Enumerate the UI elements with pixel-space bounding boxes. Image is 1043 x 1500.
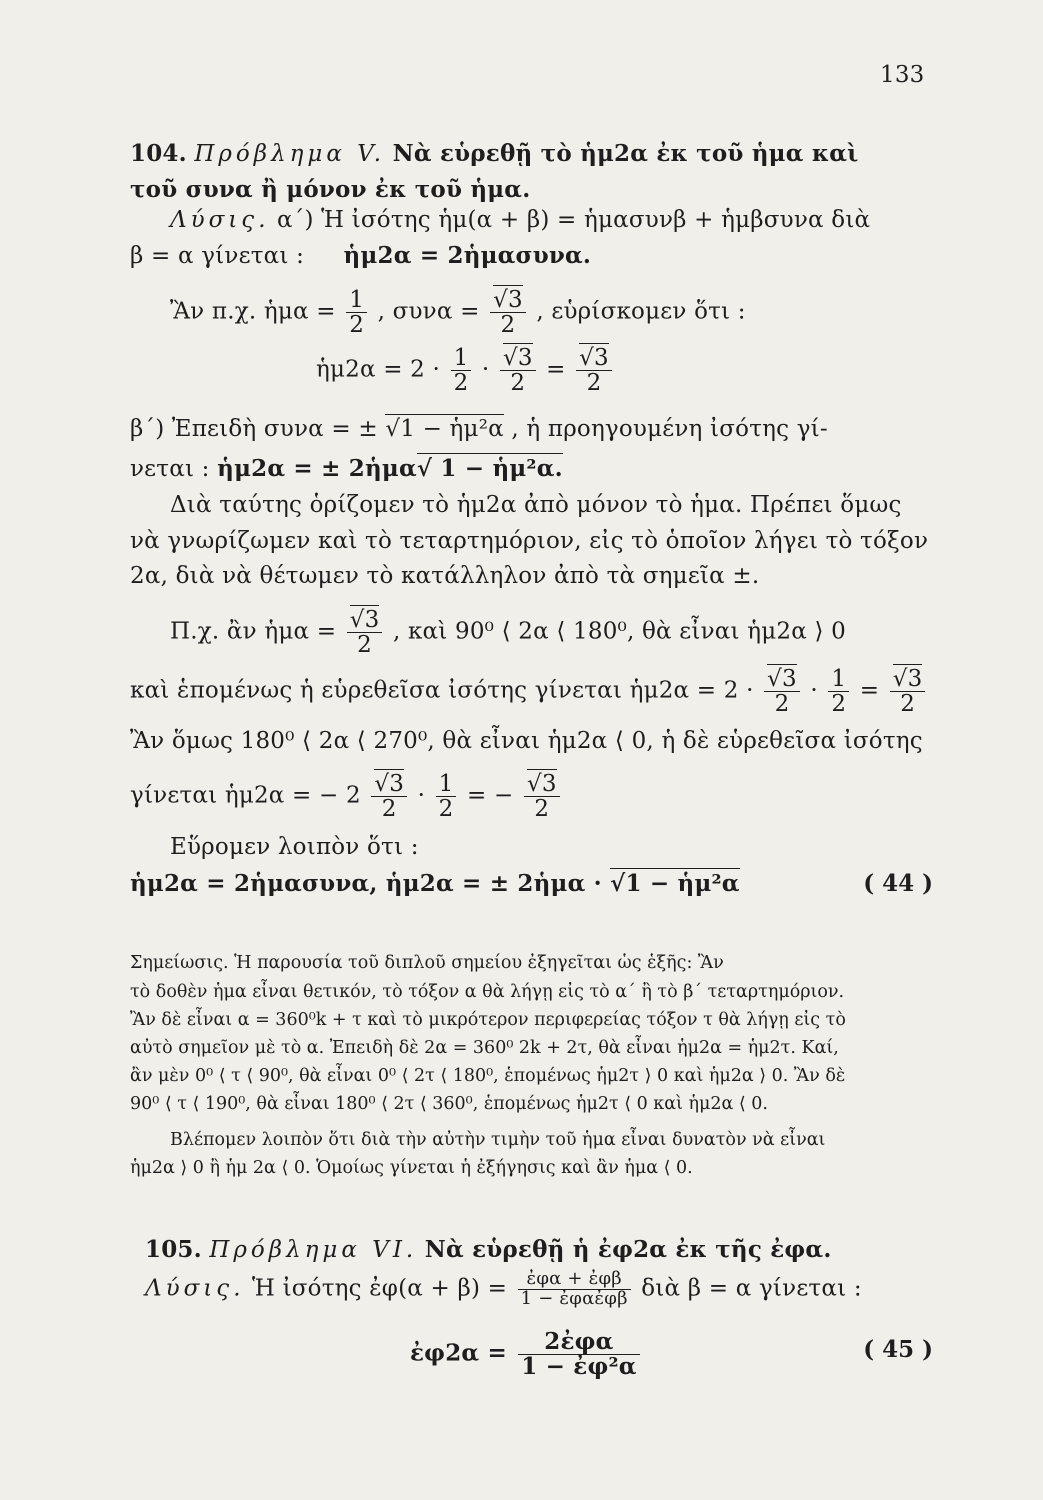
- final-formula: ἡμ2α = 2ἡμασυνα, ἡμ2α = ± 2ἡμα ·: [130, 870, 602, 897]
- tan-double-fraction: $\frac{\text{2ἐφα}}{\text{1 − ἐφ²α}}$: [518, 1330, 639, 1379]
- sqrt-expression: √ 1 − ἡμ²α: [385, 414, 503, 442]
- solution-line-b: [130, 416, 828, 442]
- solution-105-line: [145, 1270, 862, 1309]
- equation-number-45: ( 45 ): [863, 1336, 933, 1363]
- problem-105-heading: [145, 1236, 832, 1263]
- an-line: Ἂν ὅμως 180⁰ ⟨ 2α ⟨ 270⁰, θὰ εἶναι ἡμ2α ⟨ 0, ἡ δὲ εὑρεθεῖσα ἰσότης: [130, 728, 923, 754]
- note-line: Σημείωσις. Ἡ παρουσία τοῦ διπλοῦ σημείου ἐξηγεῖται ὡς ἑξῆς: Ἂν: [130, 953, 724, 973]
- note-line: Βλέπομεν λοιπὸν ὅτι διὰ τὴν αὐτὴν τιμὴν τοῦ ἡμα εἶναι δυνατὸν νὰ εἶναι: [170, 1130, 826, 1150]
- example-line: [170, 288, 746, 337]
- fraction-one-half: $\frac{1}{2}$: [436, 772, 457, 821]
- note-line: ἡμ2α ⟩ 0 ἢ ἡμ 2α ⟨ 0. Ὁμοίως γίνεται ἡ ἐξήγησις καὶ ἂν ἡμα ⟨ 0.: [130, 1158, 693, 1178]
- b-post: , ἡ προηγουμένη ἰσότης γί-: [511, 416, 828, 442]
- paragraph-line: νὰ γνωρίζωμεν καὶ τὸ τεταρτημόριον, εἰς τὸ ὁποῖον λήγει τὸ τόξον: [130, 528, 929, 554]
- tan-double-pre: ἐφ2α =: [410, 1339, 507, 1367]
- problem-title: Πρόβλημα V.: [194, 141, 386, 167]
- fraction-sqrt3-half: √ $\frac{3}{2}$: [764, 667, 800, 716]
- example-post: , εὑρίσκομεν ὅτι :: [536, 298, 746, 325]
- minus-sign: −: [493, 782, 514, 809]
- lysis-label: Λύσις.: [145, 1275, 245, 1302]
- eur-line: Εὕρομεν λοιπὸν ὅτι :: [170, 834, 419, 860]
- problem-statement: Νὰ εὑρεθῇ τὸ ἡμ2α ἐκ τοῦ ἡμα καὶ: [392, 140, 859, 167]
- identity-text: α΄) Ἡ ἰσότης ἡμ(α + β) = ἡμασυνβ + ἡμβσυνα διὰ: [277, 207, 871, 233]
- identity-post: διὰ β = α γίνεται :: [641, 1275, 862, 1302]
- equals-sign: =: [466, 782, 487, 809]
- px-pre: Π.χ. ἂν ἡμα =: [170, 618, 337, 645]
- b-pre: β΄) Ἐπειδὴ συνα = ±: [130, 416, 378, 442]
- identity-text: Ἡ ἰσότης ἐφ(α + β) =: [252, 1275, 508, 1302]
- calc-pre: ἡμ2α = 2 ·: [316, 356, 441, 383]
- problem-number: 105.: [145, 1236, 202, 1263]
- final-formula-line: [130, 870, 740, 897]
- note-line: αὐτὸ σημεῖον μὲ τὸ α. Ἐπειδὴ δὲ 2α = 360⁰ 2k + 2τ, θὰ εἶναι ἡμ2α = ἡμ2τ. Καί,: [130, 1038, 839, 1058]
- sqrt-expression: √ 1 − ἡμ²α: [610, 868, 740, 897]
- paragraph-line: Διὰ ταύτης ὁρίζομεν τὸ ἡμ2α ἀπὸ μόνον τὸ ἡμα. Πρέπει ὅμως: [170, 492, 902, 518]
- double-angle-formula: ἡμ2α = 2ἡμασυνα.: [343, 242, 592, 269]
- example-calc: ἡμ2α = 2 · $\frac{1}{2}$ · √ $\frac{3}{2}$ = √ $\frac{3}{2}$: [316, 346, 615, 395]
- tan-sum-fraction: $\frac{\text{ἐφα + ἐφβ}}{\text{1 − ἐφαἐφβ}}$: [518, 1270, 631, 1309]
- kai-line: καὶ ἑπομένως ἡ εὑρεθεῖσα ἰσότης γίνεται ἡμ2α = 2 · √ $\frac{3}{2}$ · $\frac{1}{2}$ = √ $\frac{3}{2}$: [130, 667, 928, 716]
- solution-line-a2: [130, 242, 591, 269]
- kai-pre: καὶ ἑπομένως ἡ εὑρεθεῖσα ἰσότης γίνεται ἡμ2α = 2 ·: [130, 677, 754, 704]
- equation-number-44: ( 44 ): [863, 870, 933, 897]
- note-line: ἂν μὲν 0⁰ ⟨ τ ⟨ 90⁰, θὰ εἶναι 0⁰ ⟨ 2τ ⟨ 180⁰, ἑπομένως ἡμ2τ ⟩ 0 καὶ ἡμ2α ⟩ 0. Ἂν δὲ: [130, 1066, 846, 1086]
- solution-line-a: [170, 207, 870, 233]
- tan-double-formula-line: [410, 1330, 643, 1379]
- problem-104-heading: [130, 140, 859, 167]
- fraction-sqrt3-half: √ $\frac{3}{2}$: [576, 346, 612, 395]
- page-number: 133: [880, 62, 925, 88]
- fraction-sqrt3-half: √ $\frac{3}{2}$: [890, 667, 926, 716]
- problem-statement: Νὰ εὑρεθῇ ἡ ἐφ2α ἐκ τῆς ἐφα.: [424, 1236, 832, 1263]
- paragraph-line: 2α, διὰ νὰ θέτωμεν τὸ κατάλληλον ἀπὸ τὰ σημεῖα ±.: [130, 563, 760, 589]
- fraction-sqrt3-half: √ $\frac{3}{2}$: [490, 288, 526, 337]
- example-mid: , συνα =: [377, 298, 480, 325]
- gin-line: γίνεται ἡμ2α = − 2 √ $\frac{3}{2}$ · $\frac{1}{2}$ = − √ $\frac{3}{2}$: [130, 772, 563, 821]
- gives-text: β = α γίνεται :: [130, 243, 305, 269]
- sqrt-expression: √ 1 − ἡμ²α.: [417, 453, 563, 482]
- note-line: Ἂν δὲ εἶναι α = 360⁰k + τ καὶ τὸ μικρότερον περιφερείας τόξον τ θὰ λήγῃ εἰς τὸ: [130, 1010, 846, 1030]
- gin-pre: γίνεται ἡμ2α = − 2: [130, 782, 361, 809]
- fraction-one-half: $\frac{1}{2}$: [828, 667, 849, 716]
- px-line: [170, 608, 846, 657]
- px-post: , καὶ 90⁰ ⟨ 2α ⟨ 180⁰, θὰ εἶναι ἡμ2α ⟩ 0: [392, 618, 846, 645]
- problem-statement-cont: τοῦ συνα ἢ μόνον ἐκ τοῦ ἡμα.: [130, 176, 531, 203]
- fraction-one-half: $\frac{1}{2}$: [346, 288, 367, 337]
- fraction-sqrt3-half: √ $\frac{3}{2}$: [371, 772, 407, 821]
- example-pre: Ἂν π.χ. ἡμα =: [170, 298, 336, 325]
- fraction-sqrt3-half: √ $\frac{3}{2}$: [524, 772, 560, 821]
- equals-sign: =: [859, 677, 880, 704]
- fraction-one-half: $\frac{1}{2}$: [451, 346, 472, 395]
- fraction-sqrt3-half: √ $\frac{3}{2}$: [347, 608, 383, 657]
- b2-pre: νεται :: [130, 456, 210, 482]
- note-line: τὸ δοθὲν ἡμα εἶναι θετικόν, τὸ τόξον α θὰ λήγῃ εἰς τὸ α΄ ἢ τὸ β΄ τεταρτημόριον.: [130, 982, 845, 1002]
- note-line: 90⁰ ⟨ τ ⟨ 190⁰, θὰ εἶναι 180⁰ ⟨ 2τ ⟨ 360⁰, ἑπομένως ἡμ2τ ⟨ 0 καὶ ἡμ2α ⟨ 0.: [130, 1094, 768, 1114]
- problem-number: 104.: [130, 140, 187, 167]
- lysis-label: Λύσις.: [170, 207, 270, 233]
- fraction-sqrt3-half: √ $\frac{3}{2}$: [500, 346, 536, 395]
- solution-line-b2: [130, 455, 563, 482]
- sin-double-formula: ἡμ2α = ± 2ἡμα: [217, 455, 417, 482]
- equals-sign: =: [546, 356, 566, 383]
- problem-title: Πρόβλημα VI.: [209, 1237, 418, 1263]
